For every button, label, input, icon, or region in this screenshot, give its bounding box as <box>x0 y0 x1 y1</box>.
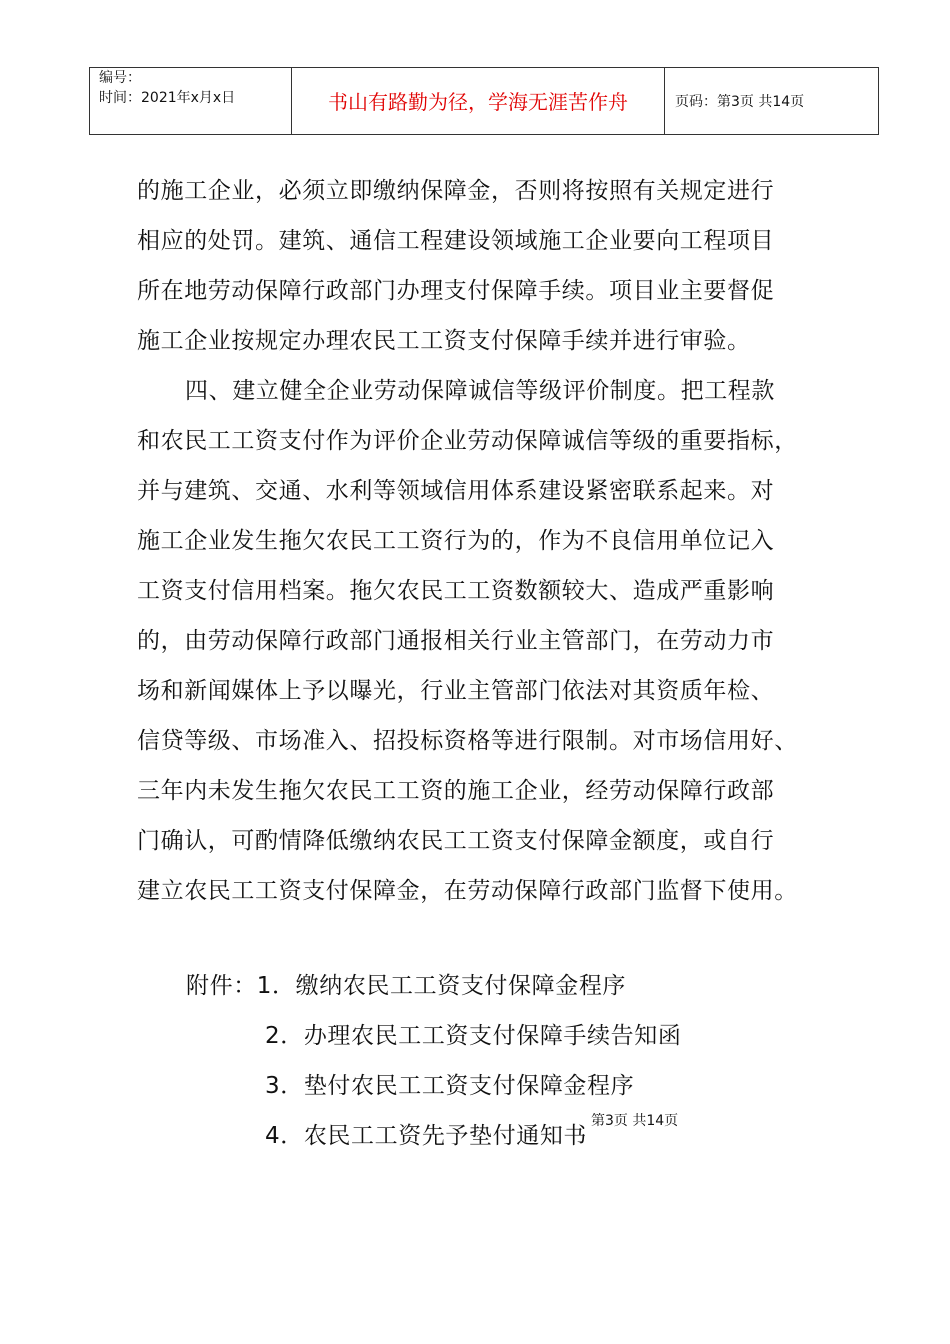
attachment-item: 2．办理农民工工资支付保障手续告知函 <box>265 1023 682 1049</box>
attachment-item: 4．农民工工资先予垫付通知书 <box>265 1123 588 1149</box>
attachment-item: 3．垫付农民工工资支付保障金程序 <box>265 1073 635 1099</box>
body-line: 的，由劳动保障行政部门通报相关行业主管部门，在劳动力市 <box>137 628 775 654</box>
time-label: 时间：2021年x月x日 <box>99 90 236 106</box>
page-footer: 第3页 共14页 <box>591 1113 679 1129</box>
body-line: 施工企业按规定办理农民工工资支付保障手续并进行审验。 <box>137 328 751 354</box>
body-line: 的施工企业，必须立即缴纳保障金，否则将按照有关规定进行 <box>137 178 775 204</box>
body-line: 信贷等级、市场准入、招投标资格等进行限制。对市场信用好、 <box>137 728 798 754</box>
body-text <box>137 166 867 916</box>
body-line: 建立农民工工资支付保障金，在劳动保障行政部门监督下使用。 <box>137 878 798 904</box>
body-line: 三年内未发生拖欠农民工工资的施工企业，经劳动保障行政部 <box>137 778 775 804</box>
header-motto: 书山有路勤为径，学海无涯苦作舟 <box>328 90 628 114</box>
body-line: 和农民工工资支付作为评价企业劳动保障诚信等级的重要指标， <box>137 428 798 454</box>
body-line: 施工企业发生拖欠农民工工资行为的，作为不良信用单位记入 <box>137 528 775 554</box>
body-line: 相应的处罚。建筑、通信工程建设领域施工企业要向工程项目 <box>137 228 775 254</box>
attachments-list <box>186 961 786 1161</box>
body-line: 并与建筑、交通、水利等领域信用体系建设紧密联系起来。对 <box>137 478 775 504</box>
document-header <box>89 67 879 135</box>
header-page-cell <box>665 68 878 134</box>
body-line: 工资支付信用档案。拖欠农民工工资数额较大、造成严重影响 <box>137 578 775 604</box>
header-motto-cell <box>292 68 665 134</box>
attachment-item: 附件：1．缴纳农民工工资支付保障金程序 <box>186 973 627 999</box>
header-page-label: 页码：第3页 共14页 <box>675 94 805 110</box>
section-heading-line: 四、建立健全企业劳动保障诚信等级评价制度。把工程款 <box>185 378 775 404</box>
body-line: 门确认，可酌情降低缴纳农民工工资支付保障金额度，或自行 <box>137 828 775 854</box>
body-line: 场和新闻媒体上予以曝光，行业主管部门依法对其资质年检、 <box>137 678 775 704</box>
header-meta-cell <box>90 68 292 134</box>
body-line: 所在地劳动保障行政部门办理支付保障手续。项目业主要督促 <box>137 278 775 304</box>
number-label: 编号： <box>99 70 141 86</box>
